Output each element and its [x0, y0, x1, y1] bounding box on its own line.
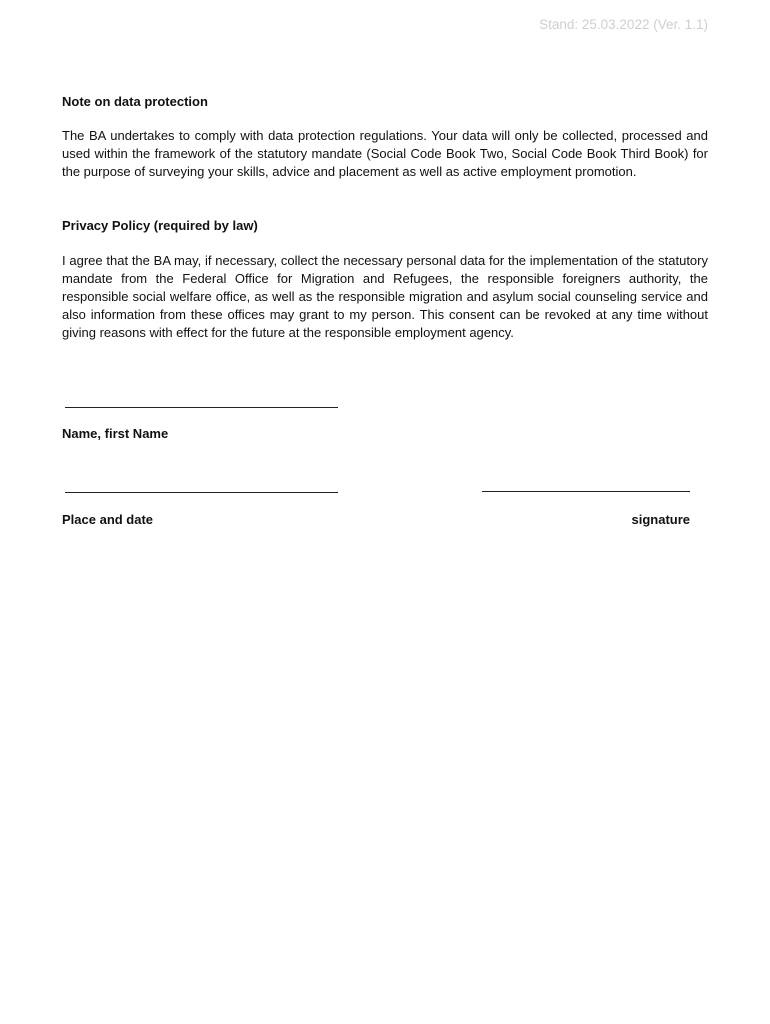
note-paragraph: The BA undertakes to comply with data protection regulations. Your data will only be collected, processed and used within the framework of the statutory mandate (Social Code Book Two, Social Code Book Third Book) for the purpose of surveying your skills, advice and placement as well as active employment promotion. — [62, 128, 708, 179]
signature-label: signature — [631, 512, 690, 527]
place-date-label: Place and date — [62, 512, 154, 527]
name-label: Name, first Name — [62, 426, 169, 441]
signature-line[interactable] — [482, 491, 690, 492]
privacy-paragraph: I agree that the BA may, if necessary, collect the necessary personal data for the implementation of the statutory mandate from the Federal Office for Migration and Refugees, the responsible foreigners authority, the responsible social welfare office, as well as the responsible migration and asylum social counseling service and also information from these offices may grant to my person. This consent can be revoked at any time without giving reasons with effect for the future at the responsible employment agency. — [62, 253, 708, 340]
name-signature-line[interactable] — [65, 407, 338, 408]
version-stamp: Stand: 25.03.2022 (Ver. 1.1) — [539, 17, 708, 32]
privacy-heading: Privacy Policy (required by law) — [62, 218, 258, 233]
place-date-line[interactable] — [65, 492, 338, 493]
note-heading: Note on data protection — [62, 94, 208, 109]
